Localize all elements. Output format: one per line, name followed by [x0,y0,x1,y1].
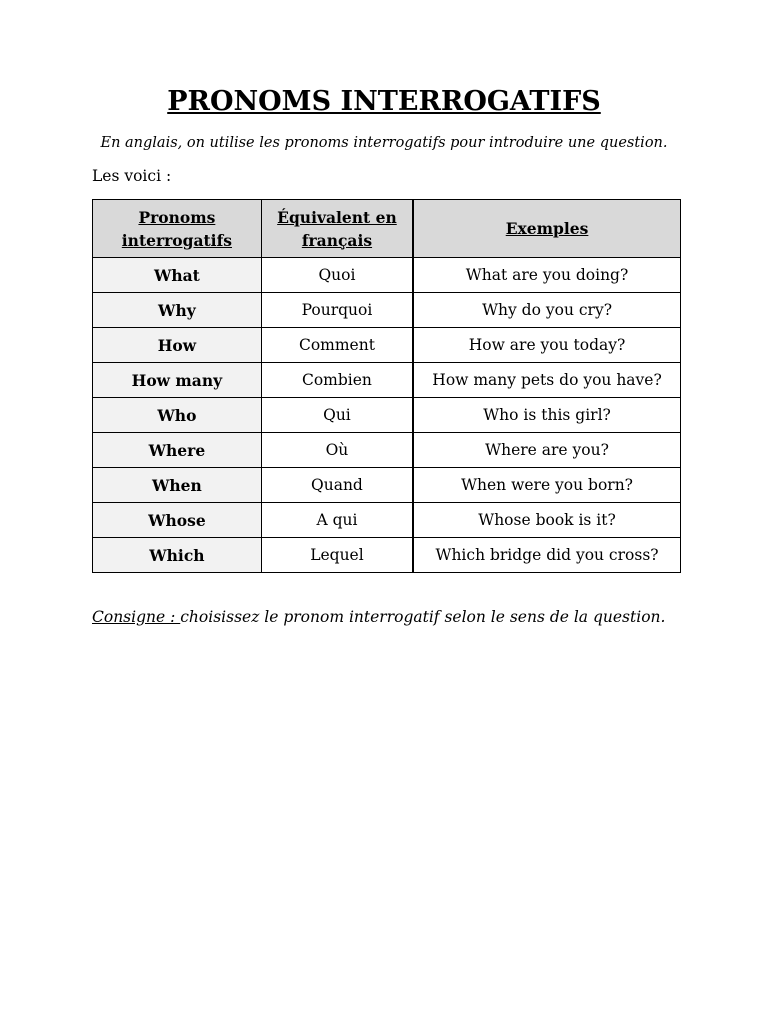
header-examples: Exemples [413,200,680,258]
example-cell: Why do you cry? [413,293,680,328]
example-cell: How are you today? [413,328,680,363]
example-cell: What are you doing? [413,258,680,293]
pronoun-cell: Why [93,293,262,328]
french-cell: Qui [261,398,413,433]
example-cell: When were you born? [413,468,680,503]
example-cell: Which bridge did you cross? [413,538,680,573]
french-cell: Pourquoi [261,293,413,328]
table-row [93,258,681,293]
example-cell: Whose book is it? [413,503,680,538]
instruction-label: Consigne : [92,608,181,626]
pronoun-cell: Who [93,398,262,433]
example-cell: Where are you? [413,433,680,468]
header-pronouns-line1: Pronoms [138,207,216,227]
table-row [93,503,681,538]
french-cell: Combien [261,363,413,398]
pronoun-cell: Whose [93,503,262,538]
instruction-text: choisissez le pronom interrogatif selon le sens de la question. [180,608,666,626]
header-pronouns [93,200,262,258]
pronoun-cell: Where [93,433,262,468]
table-row [93,538,681,573]
example-cell: How many pets do you have? [413,363,680,398]
french-cell: Comment [261,328,413,363]
lead-text: Les voici : [92,167,172,185]
example-cell: Who is this girl? [413,398,680,433]
table-header-row [93,200,681,258]
table-row [93,363,681,398]
intro-sentence: En anglais, on utilise les pronoms interrogatifs pour introduire une question. [100,135,668,151]
pronoun-cell: Which [93,538,262,573]
french-cell: Quand [261,468,413,503]
table-row [93,293,681,328]
pronoun-cell: What [93,258,262,293]
header-french-line2: français [301,230,373,250]
french-cell: Où [261,433,413,468]
pronoun-cell: How many [93,363,262,398]
table-row [93,468,681,503]
table-row [93,398,681,433]
pronoun-cell: How [93,328,262,363]
pronoun-cell: When [93,468,262,503]
french-cell: Quoi [261,258,413,293]
french-cell: Lequel [261,538,413,573]
header-french-line1: Équivalent en [277,207,397,227]
table-row [93,433,681,468]
french-cell: A qui [261,503,413,538]
pronouns-table [92,199,681,573]
header-french-equivalent [261,200,413,258]
instruction [92,608,665,626]
page-title: PRONOMS INTERROGATIFS [167,86,601,117]
header-pronouns-line2: interrogatifs [121,230,232,250]
table-row [93,328,681,363]
